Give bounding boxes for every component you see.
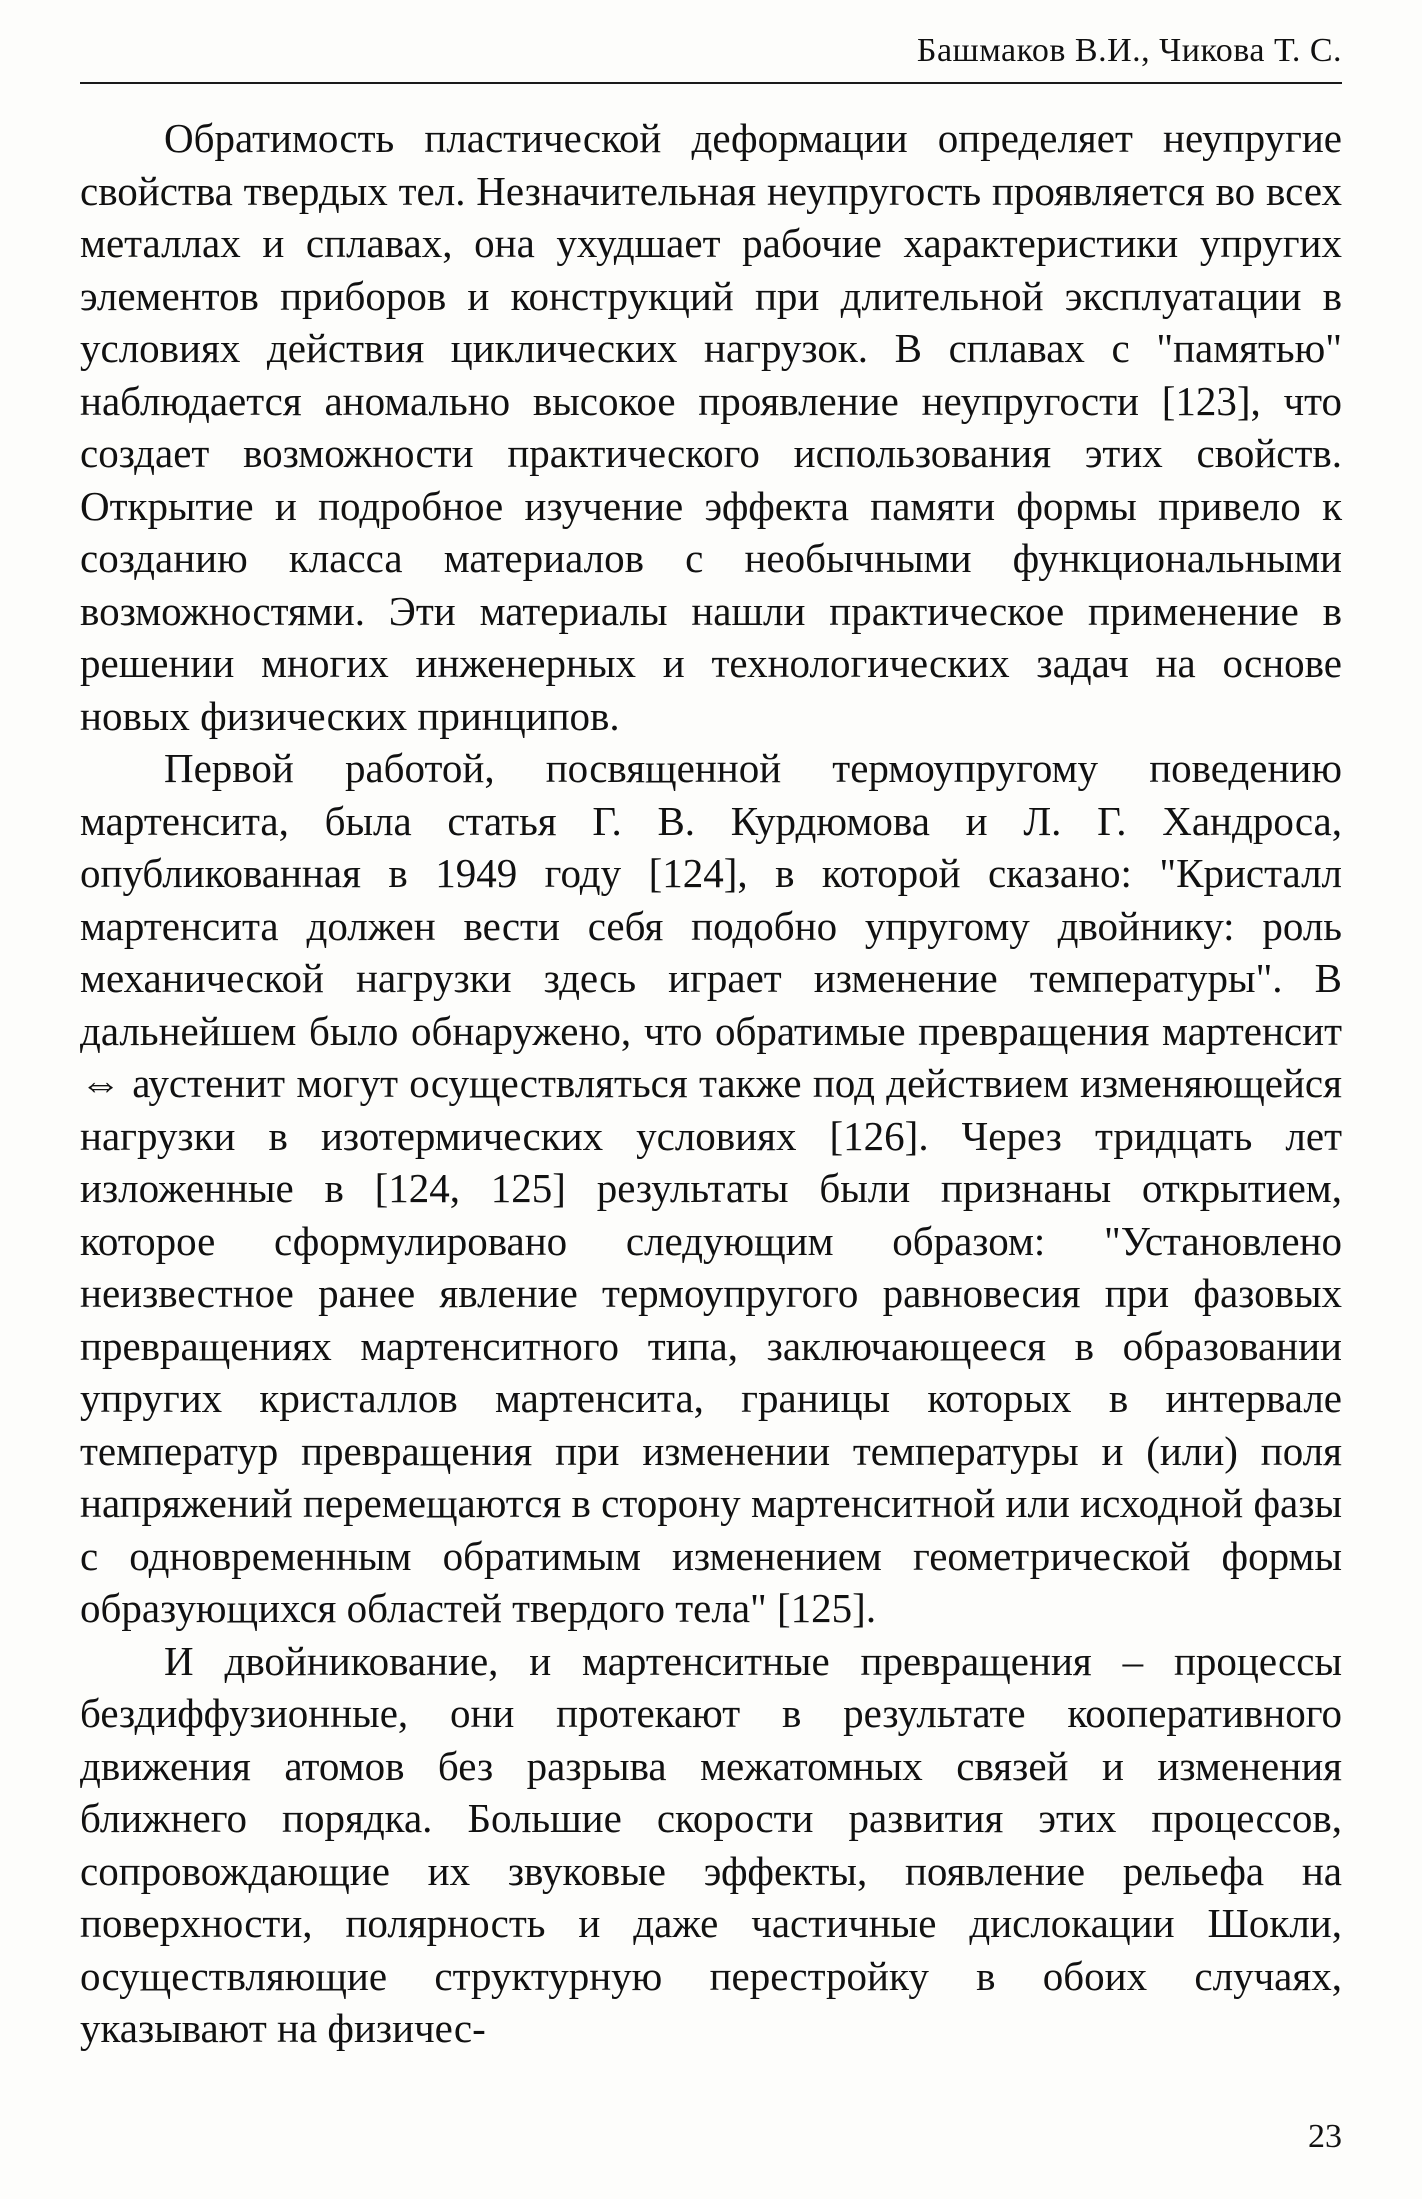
paragraph-3: И двойникование, и мартенситные превращения – процессы бездиффузионные, они протекают в результате кооперативного движения атомов без разрыва межатомных связей и изменения ближнего порядка. Большие скорости развития этих процессов, сопровождающие их звуковые эффекты, появление рельефа на поверхности, полярность и даже частичные дислокации Шокли, осуществляющие структурную перестройку в обоих случаях, указывают на физичес- xyxy=(80,1637,1342,2051)
running-header-authors: Башмаков В.И., Чикова Т. С. xyxy=(916,32,1342,69)
page-number: 23 xyxy=(1308,2118,1342,2155)
running-header xyxy=(80,28,1342,84)
paragraph-1: Обратимость пластической деформации определяет неупругие свойства твердых тел. Незначительная неупругость проявляется во всех металлах и сплавах, она ухудшает рабочие характеристики упругих элементов приборов и конструкций при длительной эксплуатации в условиях действия циклических нагрузок. В сплавах с "памятью" наблюдается аномально высокое проявление неупругости [123], что создает возможности практического использования этих свойств. Открытие и подробное изучение эффекта памяти формы привело к созданию класса материалов с необычными функциональными возможностями. Эти материалы нашли практическое применение в решении многих инженерных и технологических задач на основе новых физических принципов. xyxy=(80,115,1342,739)
body-text xyxy=(80,112,1342,2055)
paragraph-2: Первой работой, посвященной термоупругому поведению мартенсита, была статья Г. В. Курдюмова и Л. Г. Хандроса, опубликованная в 1949 году [124], в которой сказано: "Кристалл мартенсита должен вести себя подобно упругому двойнику: роль механической нагрузки здесь играет изменение температуры". В дальнейшем было обнаружено, что обратимые превращения мартенсит ⇔ аустенит могут осуществляться также под действием изменяющейся нагрузки в изотермических условиях [126]. Через тридцать лет изложенные в [124, 125] результаты были признаны открытием, которое сформулировано следующим образом: "Установлено неизвестное ранее явление термоупругого равновесия при фазовых превращениях мартенситного типа, заключающееся в образовании упругих кристаллов мартенсита, границы которых в интервале температур превращения при изменении температуры и (или) поля напряжений перемещаются в сторону мартенситной или исходной фазы с одновременным обратимым изменением геометрической формы образующихся областей твердого тела" [125]. xyxy=(80,745,1342,1631)
